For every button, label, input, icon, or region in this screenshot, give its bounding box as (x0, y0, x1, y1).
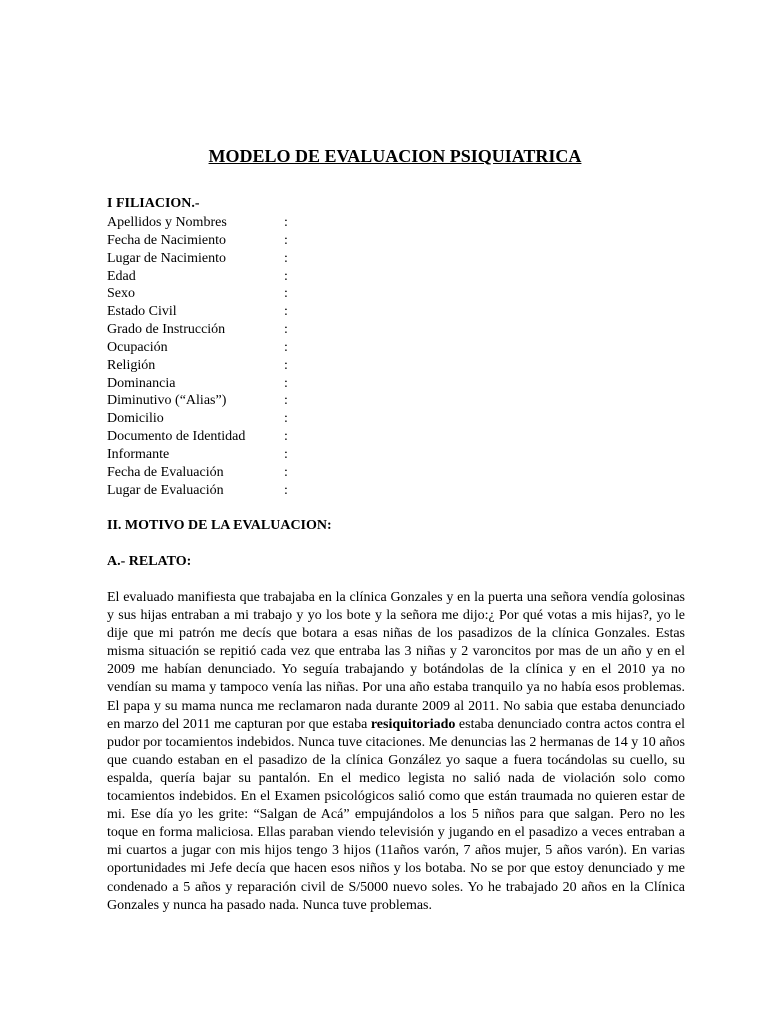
field-separator: : (284, 286, 288, 302)
field-label: Religión (107, 357, 156, 373)
field-row (107, 250, 294, 268)
field-row (107, 303, 294, 321)
section-motivo-heading: II. MOTIVO DE LA EVALUACION: (107, 518, 332, 533)
section-filiacion-heading: I FILIACION.- (107, 196, 200, 211)
field-row (107, 392, 294, 410)
field-separator: : (284, 393, 288, 409)
field-row (107, 482, 294, 500)
field-separator: : (284, 482, 288, 498)
field-row (107, 410, 294, 428)
field-label: Domicilio (107, 411, 164, 427)
field-row (107, 357, 294, 375)
field-label: Documento de Identidad (107, 429, 246, 445)
field-label: Lugar de Evaluación (107, 482, 224, 498)
field-label: Diminutivo (“Alias”) (107, 393, 227, 409)
field-row (107, 339, 294, 357)
field-separator: : (284, 411, 288, 427)
relato-text-part2: estaba denunciado contra actos contra el pudor por tocamientos indebidos. Nunca tuve citaciones. Me denuncias las 2 hermanas de 14 y 10 años que cuando estaban en el pasadizo de la clínica González yo saque a fuera tocándolas su cuello, su espalda, quería bajar su pantalón. En el medico legista no salió nada de violación solo como tocamientos indebidos. En el Examen psicológicos salió como que están traumada no quieren estar de mi. Ese día yo les grite: “Salgan de Acá” empujándolos a los 5 niños para que salgan. Pero no les toque en forma maliciosa. Ellas paraban viendo televisión y jugando en el pasadizo a veces entraban a mi cuartos a jugar con mis hijos tengo 3 hijos (11años varón, 7 años mujer, 5 años varón). En varias oportunidades mi Jefe decía que hacen esos niños y los botaba. No se por que estoy denunciado y me condenado a 5 años y reparación civil de S/5000 nuevo soles. Yo he trabajado 20 años en la Clínica Gonzales y nunca ha pasado nada. Nunca tuve problemas. (107, 716, 685, 913)
field-label: Apellidos y Nombres (107, 215, 227, 230)
field-label: Sexo (107, 286, 135, 302)
field-label: Grado de Instrucción (107, 322, 226, 338)
field-label: Edad (107, 268, 136, 284)
field-label: Fecha de Nacimiento (107, 232, 226, 248)
field-separator: : (284, 464, 288, 480)
document-title: MODELO DE EVALUACION PSIQUIATRICA (208, 146, 582, 166)
field-row (107, 321, 294, 339)
field-separator: : (284, 357, 288, 373)
relato-text-part1: El evaluado manifiesta que trabajaba en la clínica Gonzales y en la puerta una señora vendía golosinas y sus hijas entraban a mi trabajo y yo los bote y la señora me dijo:¿ Por qué votas a mis hijas?, yo le dije que mi patrón me decís que botara a esas niñas de los pasadizos de la clínica Gonzales. Estas misma situación se repitió cada vez que entraba las 3 niñas y 2 varoncitos por mas de un año y en el 2009 me habían denunciado. Yo seguía trabajando y botándolas de la clínica y en el 2010 ya no vendían su mama y tampoco venía las niñas. Por una año estaba tranquilo ya no había esos problemas. El papa y su mama nunca me reclamaron nada durante 2009 al 2011. No sabia que estaba denunciado en marzo del 2011 me capturan por que estaba (107, 590, 685, 732)
field-label: Ocupación (107, 339, 168, 355)
field-row (107, 214, 294, 232)
field-label: Informante (107, 446, 170, 462)
field-label: Estado Civil (107, 304, 177, 320)
field-separator: : (284, 339, 288, 355)
field-label: Fecha de Evaluación (107, 464, 224, 480)
field-separator: : (284, 215, 288, 230)
relato-heading: A.- RELATO: (107, 554, 192, 569)
field-separator: : (284, 429, 288, 445)
field-separator: : (284, 446, 288, 462)
field-label: Dominancia (107, 375, 176, 391)
field-row (107, 232, 294, 250)
field-row (107, 285, 294, 303)
relato-paragraph (107, 589, 685, 915)
field-row (107, 428, 294, 446)
field-label: Lugar de Nacimiento (107, 250, 226, 266)
relato-bold-word: resiquitoriado (370, 716, 456, 732)
field-separator: : (284, 375, 288, 391)
field-row (107, 268, 294, 286)
field-separator: : (284, 250, 288, 266)
field-separator: : (284, 304, 288, 320)
field-separator: : (284, 322, 288, 338)
field-separator: : (284, 268, 288, 284)
field-row (107, 375, 294, 393)
field-row (107, 446, 294, 464)
field-row (107, 464, 294, 482)
filiacion-field-list (107, 214, 294, 500)
field-separator: : (284, 232, 288, 248)
